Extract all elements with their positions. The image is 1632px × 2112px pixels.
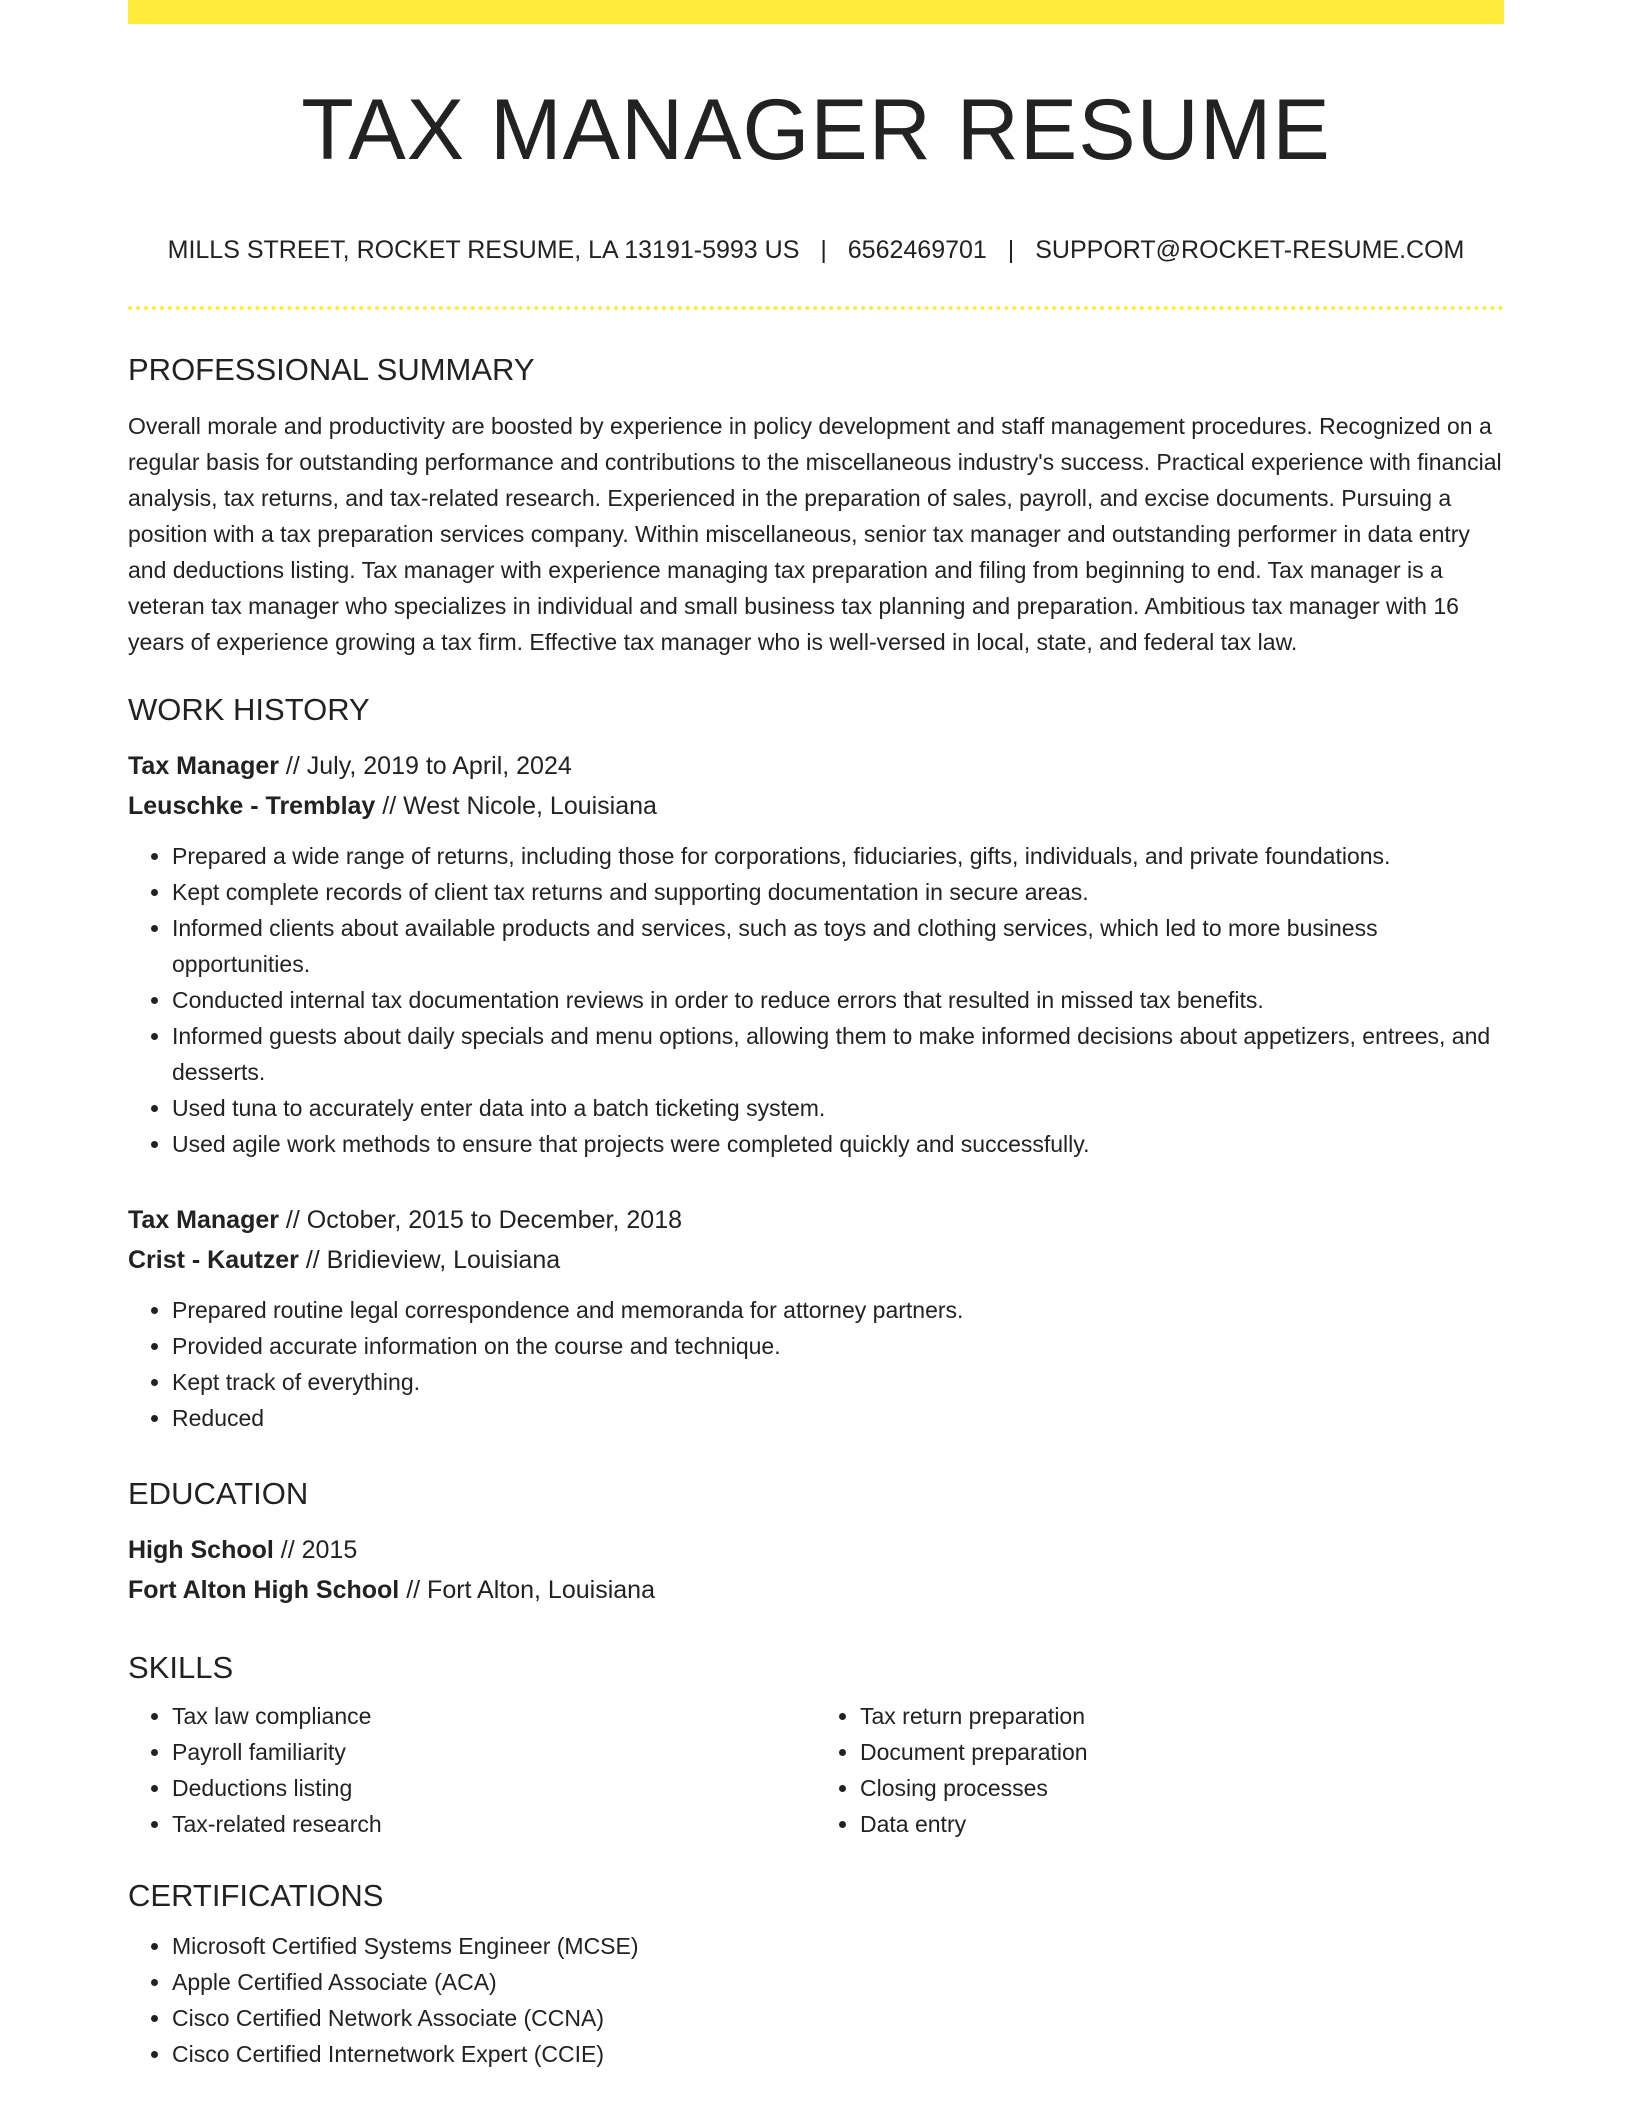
education-heading: EDUCATION — [128, 1476, 309, 1511]
list-item: • Cisco Certified Internetwork Expert (CCIE) — [172, 2036, 1504, 2072]
job-company-line — [128, 786, 1504, 826]
education-school-line — [128, 1570, 1504, 1610]
resume-page — [128, 0, 1504, 2072]
education-location: // Fort Alton, Louisiana — [399, 1576, 655, 1604]
contact-line — [128, 234, 1504, 266]
contact-separator: | — [1007, 236, 1015, 264]
job-bullets — [128, 838, 1504, 1162]
skills-heading: SKILLS — [128, 1650, 234, 1685]
contact-email: SUPPORT@ROCKET-RESUME.COM — [1035, 236, 1465, 264]
list-item: • Reduced — [172, 1400, 1504, 1436]
list-item: • Cisco Certified Network Associate (CCNA) — [172, 2000, 1504, 2036]
contact-phone: 6562469701 — [847, 236, 987, 264]
education-entry — [128, 1530, 1504, 1610]
job-company: Leuschke - Tremblay — [128, 792, 376, 820]
list-item: • Informed clients about available products and services, such as toys and clothing services, which led to more business opportunities. — [172, 910, 1504, 982]
certifications-heading: CERTIFICATIONS — [128, 1878, 384, 1913]
dotted-divider — [128, 306, 1504, 310]
job-title-line — [128, 1200, 1504, 1240]
list-item: • Used agile work methods to ensure that projects were completed quickly and successfully. — [172, 1126, 1504, 1162]
list-item: • Tax law compliance — [172, 1698, 816, 1734]
summary-heading: PROFESSIONAL SUMMARY — [128, 352, 535, 387]
job-company-line — [128, 1240, 1504, 1280]
education-degree: High School — [128, 1536, 274, 1564]
education-school: Fort Alton High School — [128, 1576, 400, 1604]
list-item: • Used tuna to accurately enter data into a batch ticketing system. — [172, 1090, 1504, 1126]
job-bullets — [128, 1292, 1504, 1436]
list-item: • Prepared routine legal correspondence and memoranda for attorney partners. — [172, 1292, 1504, 1328]
list-item: • Tax return preparation — [860, 1698, 1504, 1734]
job-company: Crist - Kautzer — [128, 1246, 299, 1274]
list-item: • Kept track of everything. — [172, 1364, 1504, 1400]
list-item: • Prepared a wide range of returns, including those for corporations, fiduciaries, gifts, individuals, and private foundations. — [172, 838, 1504, 874]
contact-separator: | — [820, 236, 827, 264]
work-history-heading: WORK HISTORY — [128, 692, 370, 727]
job-title-line — [128, 746, 1504, 786]
list-item: • Deductions listing — [172, 1770, 816, 1806]
list-item: • Tax-related research — [172, 1806, 816, 1842]
summary-text: Overall morale and productivity are boosted by experience in policy development and staff management procedures. Recognized on a regular basis for outstanding performance and contributions to the miscellaneous industry's success. Practical experience with financial analysis, tax returns, and tax-related research. Experienced in the preparation of sales, payroll, and excise documents. Pursuing a position with a tax preparation services company. Within miscellaneous, senior tax manager and outstanding performer in data entry and deductions listing. Tax manager with experience managing tax preparation and filing from beginning to end. Tax manager is a veteran tax manager who specializes in individual and small business tax planning and preparation. Ambitious tax manager with 16 years of experience growing a tax firm. Effective tax manager who is well-versed in local, state, and federal tax law. — [128, 413, 1502, 655]
list-item: • Kept complete records of client tax returns and supporting documentation in secure areas. — [172, 874, 1504, 910]
education-year: // 2015 — [273, 1536, 358, 1564]
education-degree-line — [128, 1530, 1504, 1570]
job-title: Tax Manager — [128, 752, 279, 780]
contact-address: MILLS STREET, ROCKET RESUME, LA 13191-5993 US — [167, 236, 800, 264]
job-entry — [128, 1200, 1504, 1436]
job-entry — [128, 746, 1504, 1162]
list-item: • Apple Certified Associate (ACA) — [172, 1964, 1504, 2000]
job-dates: // October, 2015 to December, 2018 — [278, 1206, 683, 1234]
list-item: • Conducted internal tax documentation reviews in order to reduce errors that resulted in missed tax benefits. — [172, 982, 1504, 1018]
job-title: Tax Manager — [128, 1206, 279, 1234]
skills-list-right — [816, 1698, 1504, 1842]
list-item: • Provided accurate information on the course and technique. — [172, 1328, 1504, 1364]
list-item: • Payroll familiarity — [172, 1734, 816, 1770]
list-item: • Closing processes — [860, 1770, 1504, 1806]
job-location: // Bridieview, Louisiana — [298, 1246, 561, 1274]
certifications-list — [128, 1928, 1504, 2072]
job-location: // West Nicole, Louisiana — [375, 792, 657, 820]
skills-list-left — [128, 1698, 816, 1842]
list-item: • Data entry — [860, 1806, 1504, 1842]
list-item: • Informed guests about daily specials and menu options, allowing them to make informed decisions about appetizers, entrees, and desserts. — [172, 1018, 1504, 1090]
list-item: • Microsoft Certified Systems Engineer (MCSE) — [172, 1928, 1504, 1964]
skills-columns — [128, 1698, 1504, 1842]
job-dates: // July, 2019 to April, 2024 — [278, 752, 572, 780]
list-item: • Document preparation — [860, 1734, 1504, 1770]
resume-title: TAX MANAGER RESUME — [301, 82, 1331, 178]
